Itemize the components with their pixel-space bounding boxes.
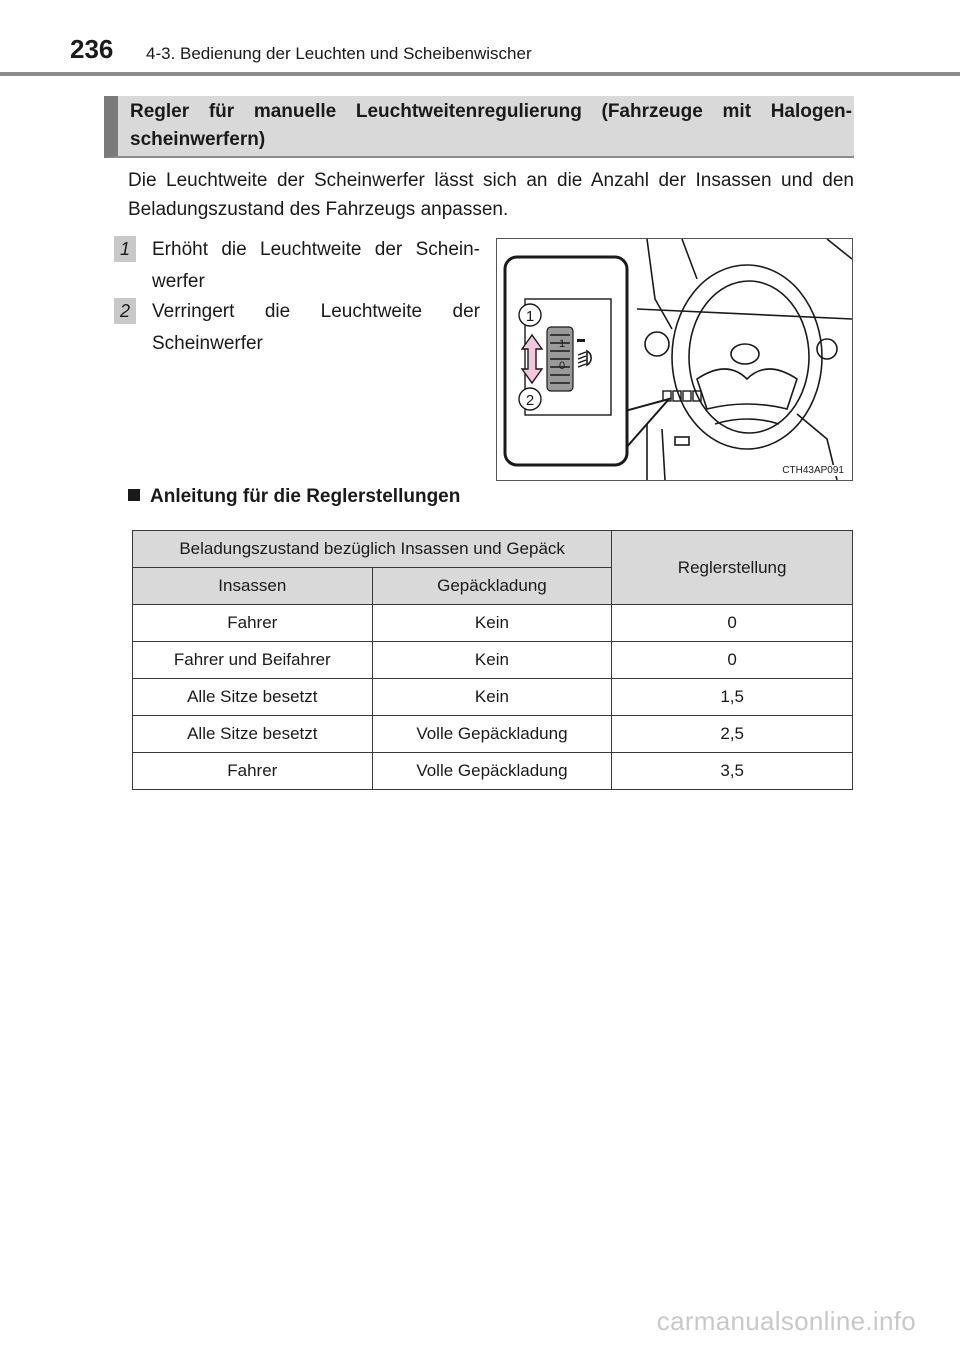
luggage-cell: Kein (372, 679, 612, 716)
position-cell: 0 (612, 605, 853, 642)
page-header (0, 0, 960, 80)
luggage-cell: Volle Gepäckladung (372, 716, 612, 753)
steering-wheel-outer (672, 265, 822, 449)
table-row (133, 679, 853, 716)
dial-mark-0: 0 (559, 360, 566, 372)
figure-code: CTH43AP091 (782, 465, 844, 476)
square-bullet-icon (128, 489, 140, 501)
dial-mark-1: 1 (559, 338, 566, 350)
table-row (133, 605, 853, 642)
callout-2-label: 2 (525, 392, 535, 409)
table-row (133, 716, 853, 753)
position-cell: 1,5 (612, 679, 853, 716)
step-text-1: Erhöht die Leuchtweite der Schein-werfer (152, 239, 480, 292)
step-number-2: 2 (114, 298, 136, 324)
position-cell: 0 (612, 642, 853, 679)
subheading-text: Anleitung für die Reglerstellungen (150, 486, 461, 507)
dashboard-illustration (497, 239, 852, 480)
section-title: Regler für manuelle Leuchtweitenregulierung (Fahrzeuge mit Halogen-scheinwerfern) (130, 101, 852, 150)
section-heading-box (104, 96, 854, 158)
luggage-cell: Kein (372, 605, 612, 642)
occupants-cell: Fahrer und Beifahrer (133, 642, 373, 679)
position-cell: 3,5 (612, 753, 853, 790)
step-number-1: 1 (114, 236, 136, 262)
luggage-cell: Volle Gepäckladung (372, 753, 612, 790)
table-header-row (133, 531, 853, 568)
header-divider (0, 72, 960, 76)
occupants-cell: Alle Sitze besetzt (133, 679, 373, 716)
step-text-2: Verringert die Leuchtweite der Scheinwerfer (152, 301, 480, 354)
table-row (133, 753, 853, 790)
occupants-cell: Fahrer (133, 605, 373, 642)
position-header: Reglerstellung (612, 531, 853, 605)
callout-1-label: 1 (525, 308, 535, 325)
table-row (133, 642, 853, 679)
position-cell: 2,5 (612, 716, 853, 753)
occupants-header: Insassen (133, 568, 373, 605)
luggage-cell: Kein (372, 642, 612, 679)
page-number: 236 (70, 34, 114, 64)
occupants-cell: Alle Sitze besetzt (133, 716, 373, 753)
watermark: carmanualsonline.info (656, 1306, 916, 1336)
dash-knob (645, 332, 669, 356)
luggage-header: Gepäckladung (372, 568, 612, 605)
group-header: Beladungszustand bezüglich Insassen und Gepäck (133, 531, 612, 568)
chapter-title: 4-3. Bedienung der Leuchten und Scheibenwischer (146, 44, 532, 63)
steering-hub (731, 344, 759, 364)
subheading (128, 486, 460, 508)
intro-paragraph: Die Leuchtweite der Scheinwerfer lässt sich an die Anzahl der Insassen und den Beladungszustand des Fahrzeugs anpassen. (128, 170, 854, 220)
headlight-leveling-figure (496, 238, 853, 481)
dial-position-table (132, 530, 853, 790)
occupants-cell: Fahrer (133, 753, 373, 790)
